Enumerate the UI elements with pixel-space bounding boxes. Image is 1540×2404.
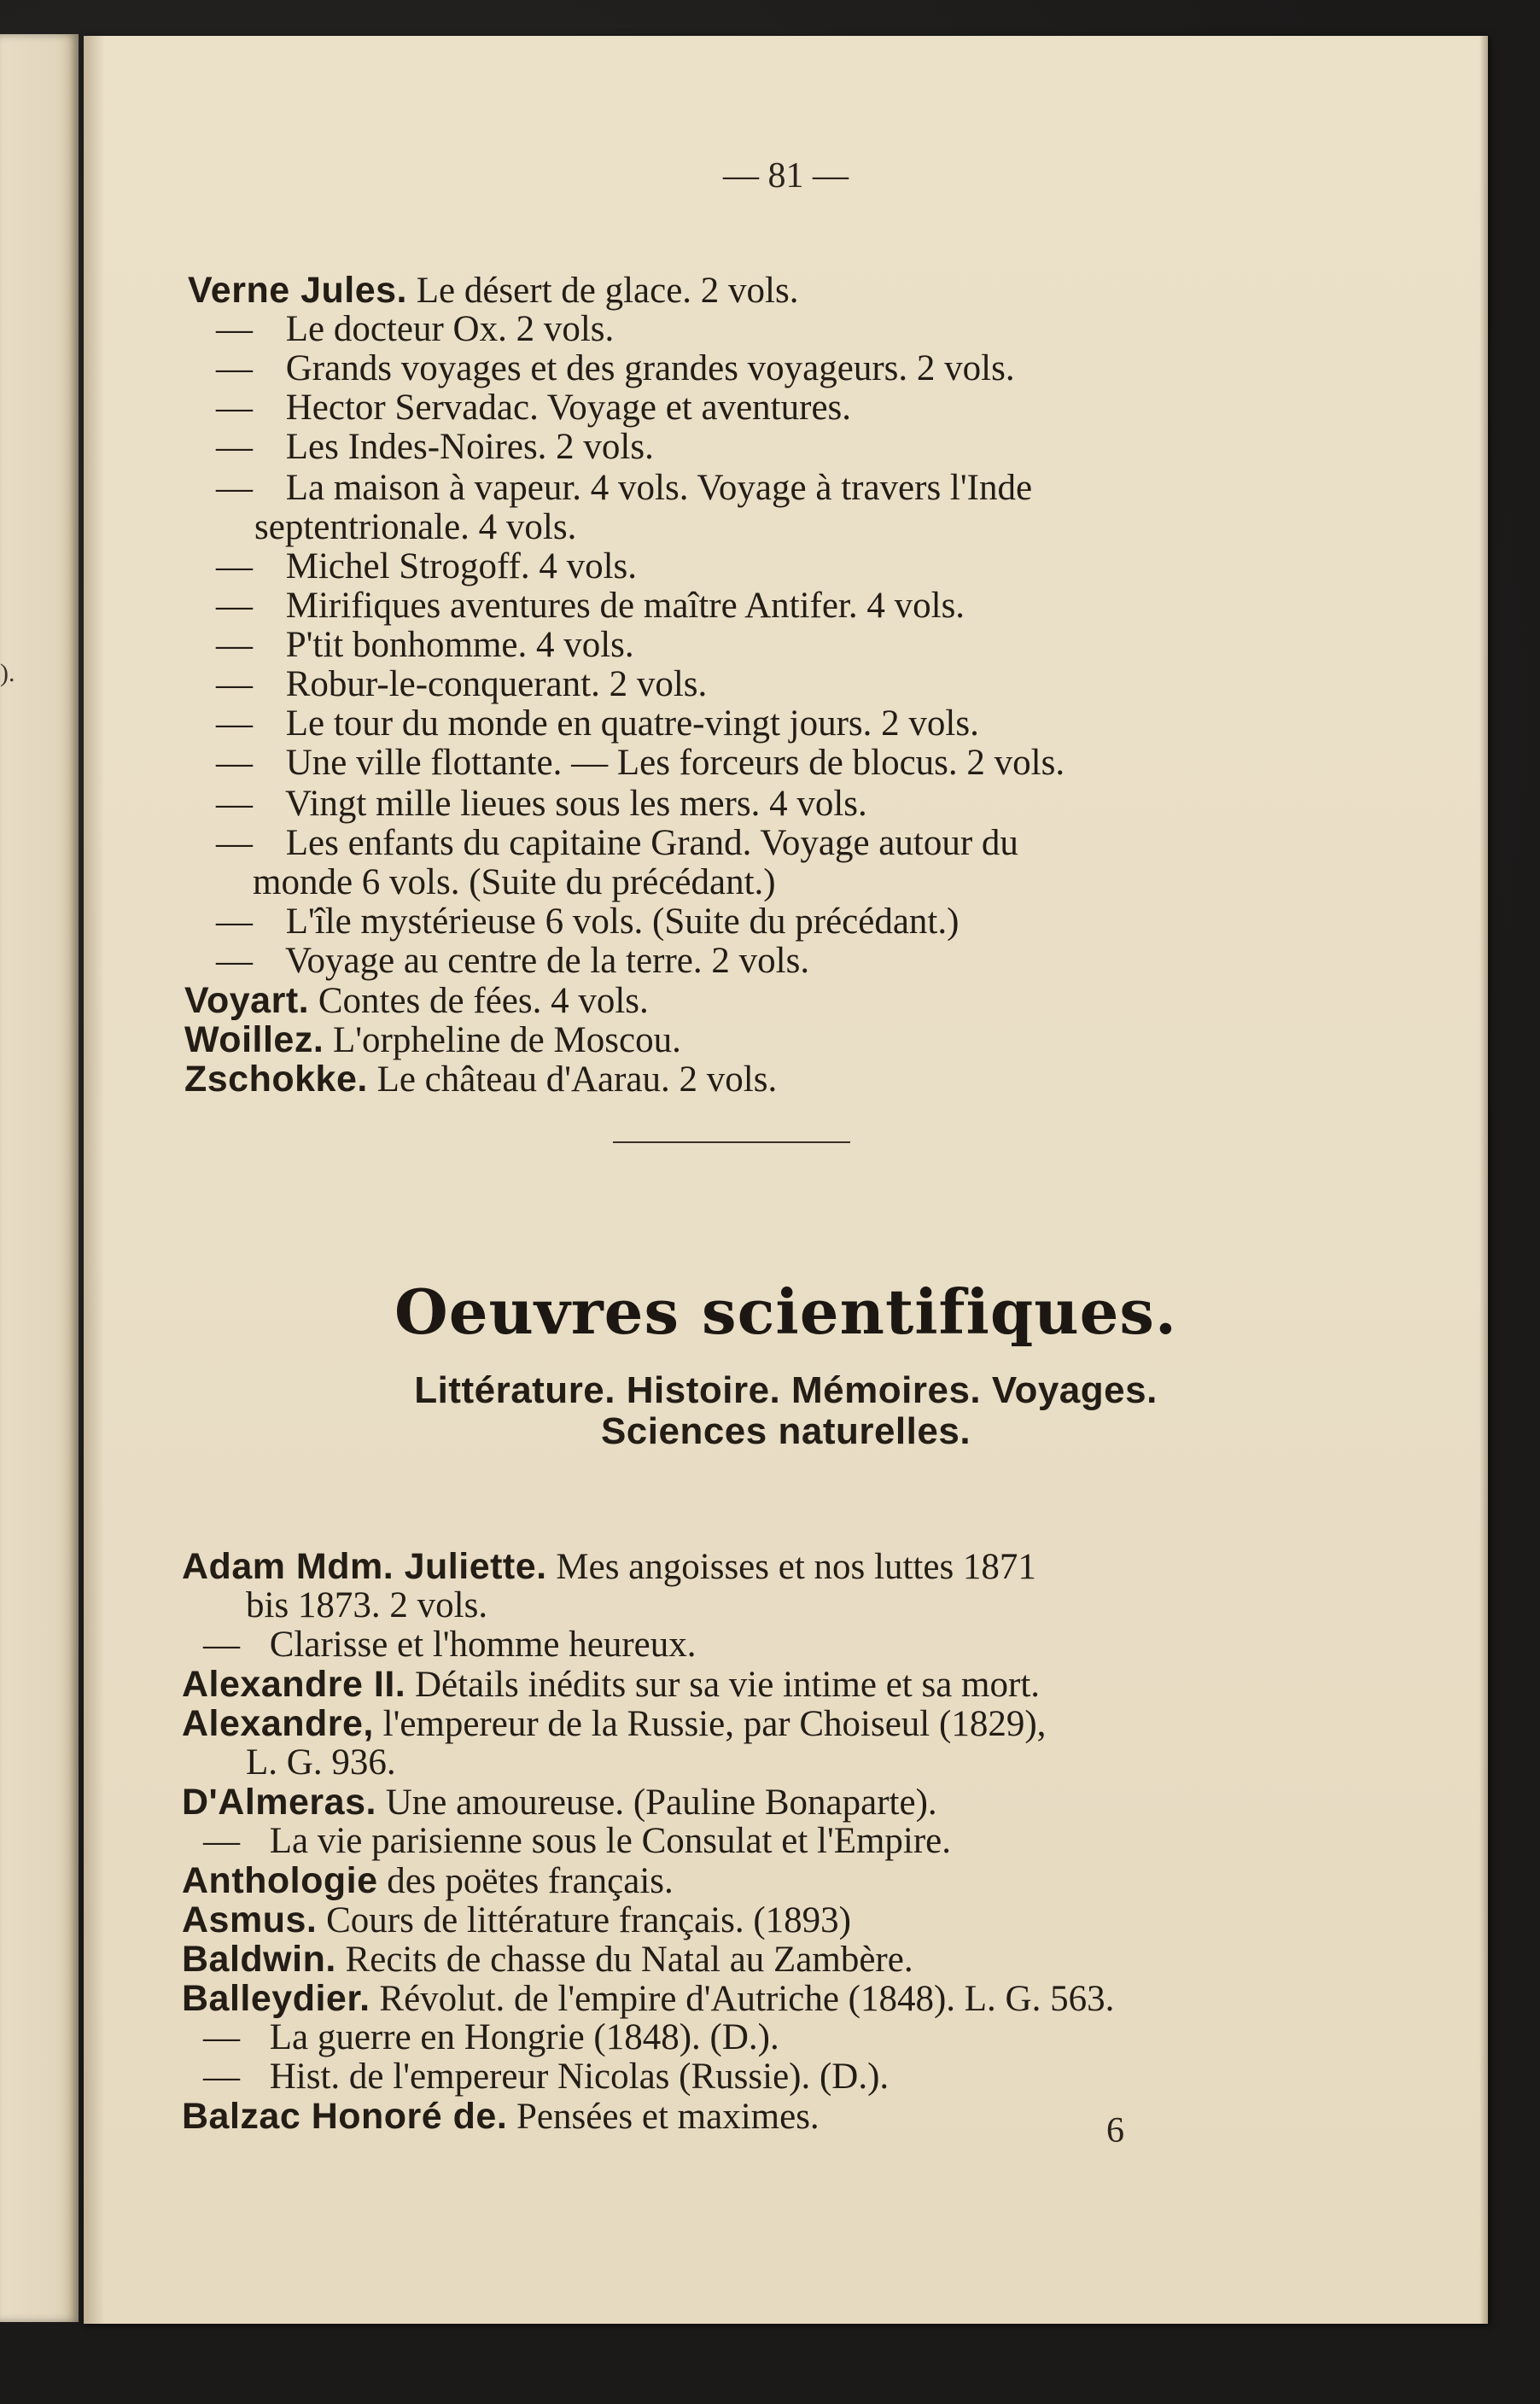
entry-text: Les enfants du capitaine Grand. Voyage autour du xyxy=(277,823,1018,863)
ditto-dash: — xyxy=(203,2057,240,2097)
entry-text: Mirifiques aventures de maître Antifer. 4 vols. xyxy=(277,586,965,626)
section-title: Oeuvres scientifiques. xyxy=(394,1275,1177,1348)
entry-author: Alexandre, xyxy=(182,1703,374,1744)
list-item xyxy=(216,744,1065,783)
list-item xyxy=(203,1822,951,1861)
list-item xyxy=(216,547,637,586)
entry-text: Une amoureuse. (Pauline Bonaparte). xyxy=(376,1783,937,1823)
ditto-dash: — xyxy=(216,784,253,824)
entry-text: La vie parisienne sous le Consulat et l'Empire. xyxy=(260,1821,952,1861)
list-item xyxy=(182,1783,937,1823)
entry-text: La maison à vapeur. 4 vols. Voyage à travers l'Inde xyxy=(277,468,1033,508)
entry-author: D'Almeras. xyxy=(182,1782,376,1823)
list-item xyxy=(216,310,614,349)
entry-text: des poëtes français. xyxy=(377,1861,674,1901)
entry-author: Voyart. xyxy=(184,980,310,1021)
list-item xyxy=(182,1940,913,1980)
ditto-dash: — xyxy=(203,1625,240,1665)
entry-text: L. G. 936. xyxy=(246,1742,396,1783)
book-page xyxy=(84,36,1488,2324)
ditto-dash: — xyxy=(216,348,253,388)
entry-text: Détails inédits sur sa vie intime et sa mort. xyxy=(405,1665,1041,1705)
previous-page-edge xyxy=(0,34,79,2322)
entry-text: monde 6 vols. (Suite du précédant.) xyxy=(253,862,776,902)
entry-text: Grands voyages et des grandes voyageurs. 2 vols. xyxy=(277,348,1015,388)
list-item xyxy=(184,981,649,1021)
entry-text: Vingt mille lieues sous les mers. 4 vols. xyxy=(277,784,867,824)
list-item xyxy=(246,1586,487,1625)
entry-text: Cours de littérature français. (1893) xyxy=(317,1900,852,1940)
ditto-dash: — xyxy=(216,664,253,704)
entry-author: Balzac Honoré de. xyxy=(182,2096,508,2137)
list-item xyxy=(216,704,979,744)
entry-text: l'empereur de la Russie, par Choiseul (1829), xyxy=(373,1704,1047,1744)
entry-author: Adam Mdm. Juliette. xyxy=(182,1546,547,1587)
list-item xyxy=(216,469,1032,508)
list-item xyxy=(216,626,634,665)
entry-text: Robur-le-conquerant. 2 vols. xyxy=(277,664,708,704)
entry-author: Alexandre II. xyxy=(182,1664,406,1705)
entry-text: L'orpheline de Moscou. xyxy=(324,1020,681,1060)
list-item xyxy=(216,428,654,467)
ditto-dash: — xyxy=(216,427,253,467)
previous-page-mark: ). xyxy=(0,659,15,687)
list-item xyxy=(182,1665,1040,1705)
list-item xyxy=(216,824,1018,863)
entry-author: Asmus. xyxy=(182,1899,318,1940)
entry-text: bis 1873. 2 vols. xyxy=(246,1585,488,1625)
ditto-dash: — xyxy=(216,902,253,942)
list-item xyxy=(182,1861,674,1901)
list-item xyxy=(182,2097,820,2137)
entry-text: Le docteur Ox. 2 vols. xyxy=(277,309,615,349)
signature-mark: 6 xyxy=(1106,2111,1124,2150)
list-item xyxy=(216,349,1015,388)
entry-text: Le désert de glace. 2 vols. xyxy=(407,271,799,311)
ditto-dash: — xyxy=(216,941,253,981)
list-item xyxy=(216,665,707,704)
list-item xyxy=(184,1059,777,1100)
section-separator-rule xyxy=(613,1141,850,1143)
ditto-dash: — xyxy=(216,309,253,349)
list-item xyxy=(203,1625,696,1665)
entry-text: Révolut. de l'empire d'Autriche (1848). L. G. 563. xyxy=(370,1979,1115,2019)
entry-author: Baldwin. xyxy=(182,1939,336,1980)
entry-text: Le château d'Aarau. 2 vols. xyxy=(367,1059,778,1100)
list-item xyxy=(216,902,959,942)
entry-text: Hist. de l'empereur Nicolas (Russie). (D.). xyxy=(260,2057,890,2097)
entry-author: Verne Jules. xyxy=(188,270,407,311)
ditto-dash: — xyxy=(216,625,253,665)
ditto-dash: — xyxy=(203,1821,240,1861)
entry-text: Le tour du monde en quatre-vingt jours. 2 vols. xyxy=(277,703,979,744)
list-item xyxy=(246,1743,396,1783)
list-item xyxy=(188,271,799,311)
entry-text: Clarisse et l'homme heureux. xyxy=(260,1625,697,1665)
list-item xyxy=(203,2018,779,2057)
entry-author: Balleydier. xyxy=(182,1978,370,2019)
ditto-dash: — xyxy=(216,546,253,586)
list-item xyxy=(203,2057,889,2097)
entry-text: La guerre en Hongrie (1848). (D.). xyxy=(260,2017,779,2057)
entry-text: Recits de chasse du Natal au Zambère. xyxy=(335,1940,913,1980)
list-item xyxy=(253,863,776,902)
entry-text: septentrionale. 4 vols. xyxy=(254,507,577,547)
entry-author: Woillez. xyxy=(184,1019,324,1060)
list-item xyxy=(182,1704,1046,1744)
ditto-dash: — xyxy=(203,2017,240,2057)
entry-text: L'île mystérieuse 6 vols. (Suite du précédant.) xyxy=(277,902,960,942)
list-item xyxy=(216,388,851,428)
list-item xyxy=(216,785,867,824)
page-number: — 81 — xyxy=(723,156,849,195)
entry-text: Hector Servadac. Voyage et aventures. xyxy=(277,388,852,428)
ditto-dash: — xyxy=(216,388,253,428)
list-item xyxy=(216,586,965,626)
list-item xyxy=(182,1547,1036,1587)
entry-text: Les Indes-Noires. 2 vols. xyxy=(277,427,654,467)
entry-author: Anthologie xyxy=(182,1860,378,1901)
list-item xyxy=(216,942,809,981)
list-item xyxy=(182,1979,1114,2019)
entry-text: Voyage au centre de la terre. 2 vols. xyxy=(277,941,810,981)
list-item xyxy=(184,1020,681,1060)
entry-text: Mes angoisses et nos luttes 1871 xyxy=(546,1547,1036,1587)
entry-author: Zschokke. xyxy=(184,1059,368,1100)
ditto-dash: — xyxy=(216,468,253,508)
ditto-dash: — xyxy=(216,743,253,783)
list-item xyxy=(182,1900,851,1940)
ditto-dash: — xyxy=(216,586,253,626)
entry-text: Contes de fées. 4 vols. xyxy=(309,981,649,1021)
entry-text: Pensées et maximes. xyxy=(507,2097,820,2137)
subheading: Littérature. Histoire. Mémoires. Voyages. xyxy=(414,1369,1158,1411)
ditto-dash: — xyxy=(216,703,253,744)
page-edge-shadow xyxy=(1479,36,1488,2324)
ditto-dash: — xyxy=(216,823,253,863)
entry-text: Michel Strogoff. 4 vols. xyxy=(277,546,638,586)
entry-text: Une ville flottante. — Les forceurs de blocus. 2 vols. xyxy=(277,743,1065,783)
entry-text: P'tit bonhomme. 4 vols. xyxy=(277,625,634,665)
subheading: Sciences naturelles. xyxy=(600,1410,971,1452)
list-item xyxy=(254,508,576,547)
